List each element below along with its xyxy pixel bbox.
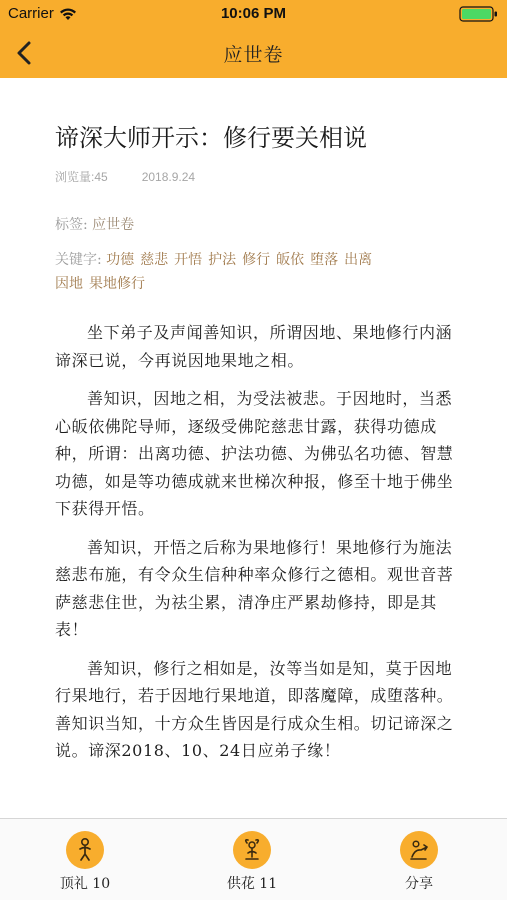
bowing-person-icon — [66, 831, 104, 869]
share-button[interactable] — [359, 831, 479, 893]
page-title: 应世卷 — [223, 43, 284, 66]
body-paragraph: 善知识，开悟之后称为果地修行！果地修行为施法慈悲布施，有令众生信种种率众修行之德相。观世音菩萨慈悲住世，为祛尘累，清净庄严累劫修持，即是其表！ — [55, 537, 454, 639]
keywords-label: 关键字: — [55, 252, 102, 268]
article-title: 谛深大师开示：修行要关相说 — [55, 124, 367, 152]
status-time: 10:06 PM — [220, 5, 287, 22]
share-label: 分享 — [405, 876, 433, 892]
keyword-item[interactable]: 果地修行 — [89, 276, 145, 292]
tag-item[interactable]: 应世卷 — [92, 217, 135, 233]
body-paragraph: 善知识，因地之相，为受法被悲。于因地时，当悉心皈依佛陀导师，逐级受佛陀慈悲甘露，获得功德成种，所谓：出离功德、护法功德、为佛弘名功德、智慧功德，如是等功德成就来世梯次种报，修至十地于佛坐下获得开悟。 — [55, 389, 454, 518]
nav-bar — [0, 28, 507, 78]
offer-flower-button[interactable] — [192, 831, 312, 893]
keyword-item[interactable]: 护法 — [208, 252, 237, 268]
carrier-label: Carrier — [8, 5, 54, 22]
publish-date: 2018.9.24 — [141, 170, 196, 184]
body-paragraph: 善知识，修行之相如是，汝等当如是知，莫于因地行果地行，若于因地行果地道，即落魔障，成堕落种。善知识当知，十方众生皆因是行成众生相。切记谛深之说。谛深2018、10、24日应弟子缘！ — [55, 658, 454, 760]
back-arrow-icon[interactable] — [12, 38, 38, 68]
body-paragraph: 坐下弟子及声闻善知识，所谓因地、果地修行内涵谛深已说，今再说因地果地之相。 — [55, 323, 453, 370]
keyword-item[interactable]: 出离 — [344, 252, 373, 268]
tags-label: 标签: — [55, 217, 88, 233]
keyword-item[interactable]: 开悟 — [174, 252, 203, 268]
share-icon — [400, 831, 438, 869]
article-meta — [55, 168, 195, 185]
flower-offering-icon — [233, 831, 271, 869]
keyword-item[interactable]: 修行 — [242, 252, 271, 268]
tag-row — [55, 214, 134, 234]
flower-label: 供花 11 — [226, 876, 278, 892]
article-body — [55, 319, 455, 776]
keyword-item[interactable]: 因地 — [55, 276, 83, 292]
article-content[interactable] — [0, 78, 507, 818]
bow-label: 顶礼 10 — [59, 876, 111, 892]
keyword-item[interactable]: 慈悲 — [140, 252, 169, 268]
keyword-list — [55, 248, 450, 296]
bottom-toolbar — [0, 818, 507, 900]
bow-button[interactable] — [25, 831, 145, 893]
keyword-item[interactable]: 皈依 — [276, 252, 305, 268]
keyword-item[interactable]: 功德 — [106, 252, 135, 268]
keyword-item[interactable]: 堕落 — [310, 252, 339, 268]
status-bar — [0, 0, 507, 28]
view-count: 浏览量:45 — [55, 170, 108, 184]
battery-icon — [459, 6, 499, 22]
